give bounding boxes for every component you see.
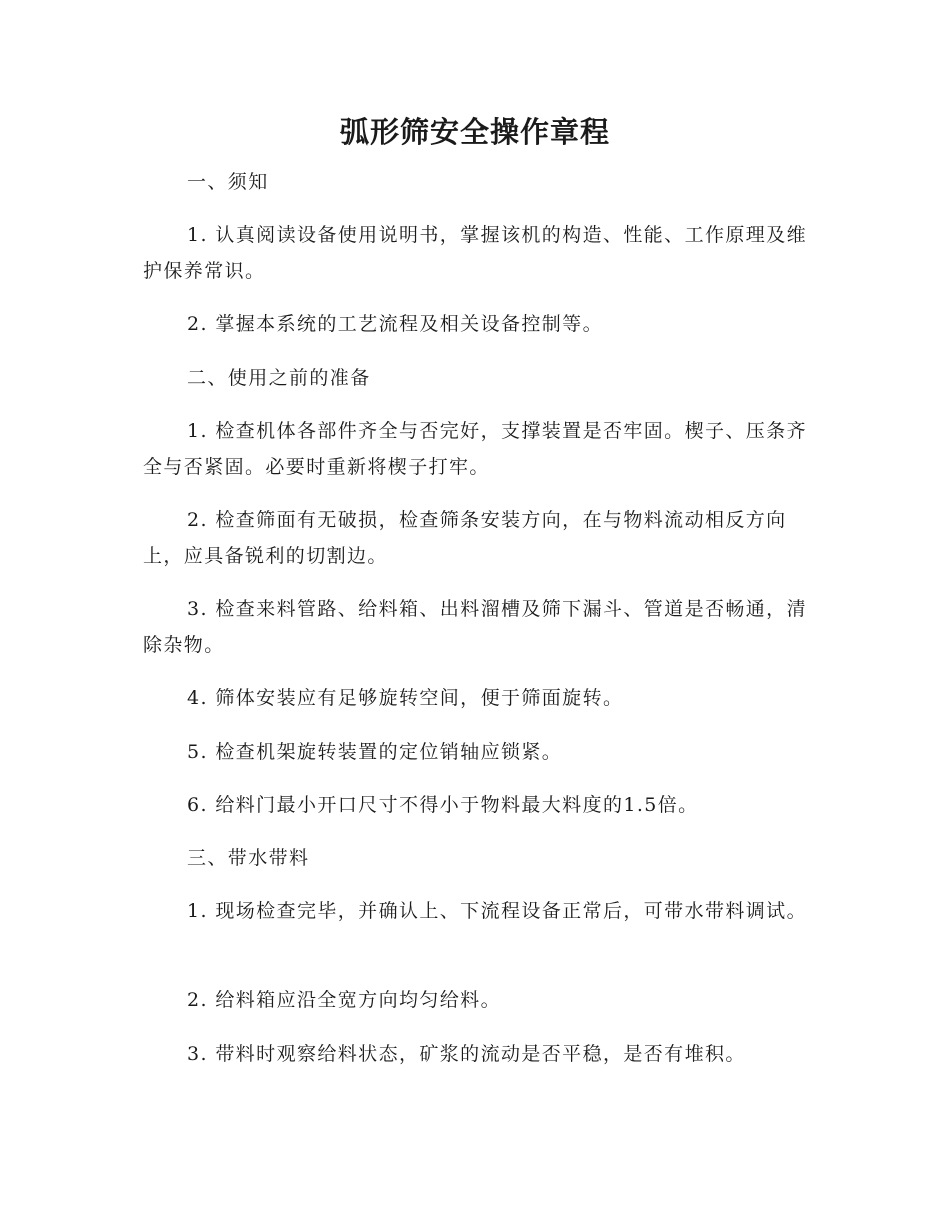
paragraph: 3. 检查来料管路、给料箱、出料溜槽及筛下漏斗、管道是否畅通，清除杂物。 [143,598,807,656]
paragraph: 2. 检查筛面有无破损，检查筛条安装方向，在与物料流动相反方向上，应具备锐利的切割边。 [143,509,787,567]
paragraph: 1. 检查机体各部件齐全与否完好，支撑装置是否牢固。楔子、压条齐全与否紧固。必要时重新将楔子打牢。 [143,420,807,478]
document-title: 弧形筛安全操作章程 [339,115,610,149]
paragraph: 2. 掌握本系统的工艺流程及相关设备控制等。 [187,313,603,335]
paragraph: 1. 认真阅读设备使用说明书，掌握该机的构造、性能、工作原理及维护保养常识。 [143,224,807,282]
paragraph: 2. 给料箱应沿全宽方向均匀给料。 [187,989,501,1011]
section-heading-1: 一、须知 [187,171,269,193]
paragraph: 3. 带料时观察给料状态，矿浆的流动是否平稳，是否有堆积。 [187,1043,746,1065]
paragraph: 6. 给料门最小开口尺寸不得小于物料最大料度的1.5倍。 [187,794,699,816]
section-heading-3: 三、带水带料 [187,847,310,869]
paragraph: 4. 筛体安装应有足够旋转空间，便于筛面旋转。 [187,687,624,709]
paragraph: 5. 检查机架旋转装置的定位销轴应锁紧。 [187,741,563,763]
paragraph: 1. 现场检查完毕，并确认上、下流程设备正常后，可带水带料调试。 [187,900,807,922]
section-heading-2: 二、使用之前的准备 [187,367,371,389]
